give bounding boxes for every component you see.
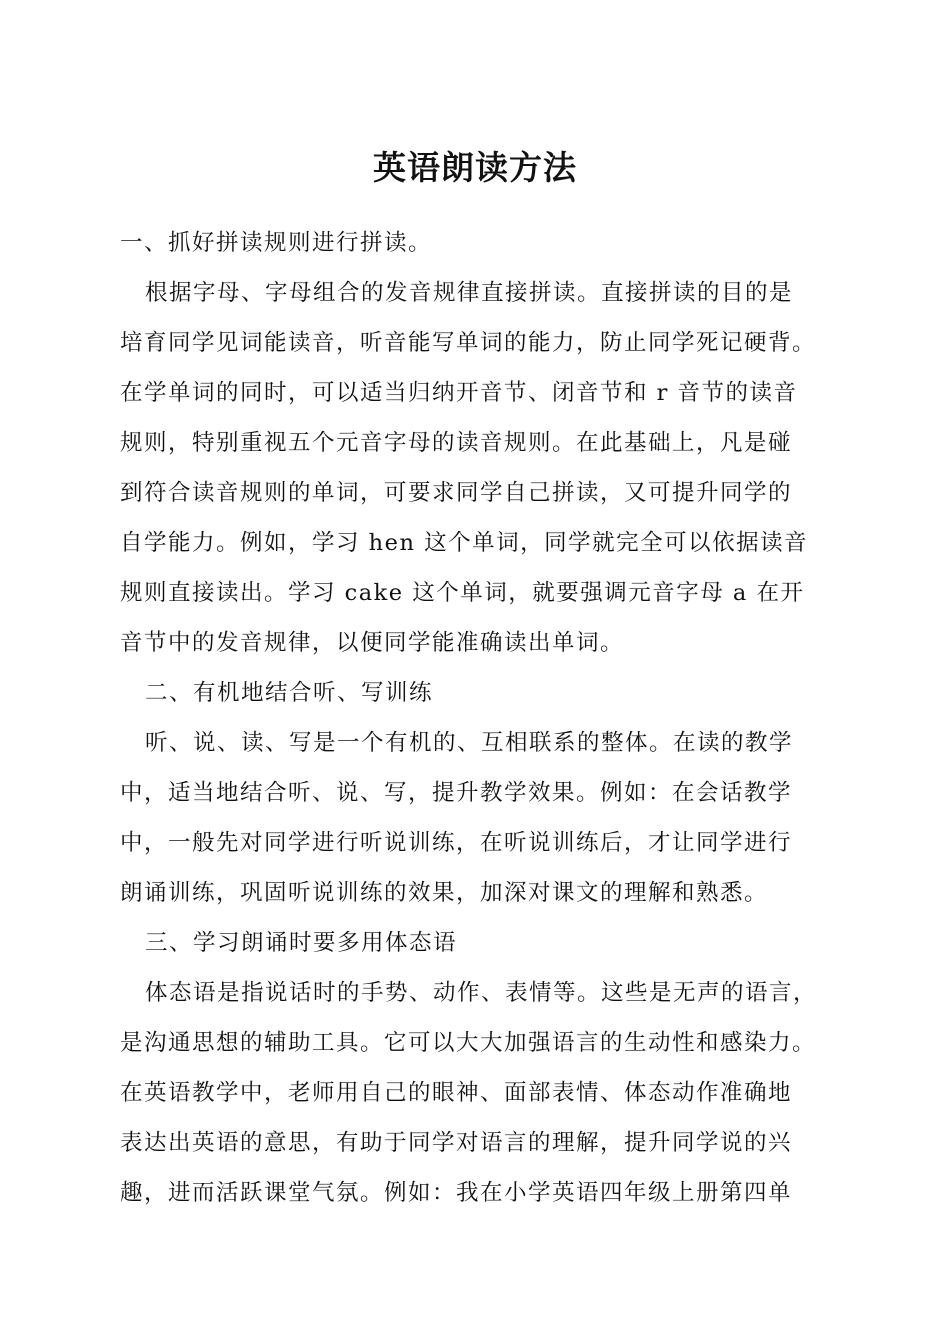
section-heading-2: 二、有机地结合听、写训练 <box>145 680 434 706</box>
paragraph-line: 听、说、读、写是一个有机的、互相联系的整体。在读的教学 <box>145 730 794 756</box>
paragraph-line: 体态语是指说话时的手势、动作、表情等。这些是无声的语言， <box>145 980 818 1006</box>
paragraph-line: 根据字母、字母组合的发音规律直接拼读。直接拼读的目的是 <box>145 280 794 306</box>
paragraph-line: 是沟通思想的辅助工具。它可以大大加强语言的生动性和感染力。 <box>120 1030 817 1056</box>
section-heading-1: 一、抓好拼读规则进行拼读。 <box>120 230 433 256</box>
document-body <box>120 218 850 1218</box>
paragraph-line: 到符合读音规则的单词，可要求同学自己拼读，又可提升同学的 <box>120 480 793 506</box>
paragraph-line: 中，适当地结合听、说、写，提升教学效果。例如：在会话教学 <box>120 780 793 806</box>
paragraph-line: 在英语教学中，老师用自己的眼神、面部表情、体态动作准确地 <box>120 1080 793 1106</box>
paragraph-line: 培育同学见词能读音，听音能写单词的能力，防止同学死记硬背。 <box>120 330 817 356</box>
paragraph-line: 朗诵训练，巩固听说训练的效果，加深对课文的理解和熟悉。 <box>120 880 769 906</box>
paragraph-line: 在学单词的同时，可以适当归纳开音节、闭音节和 r 音节的读音 <box>120 380 798 406</box>
paragraph-line: 表达出英语的意思，有助于同学对语言的理解，提升同学说的兴 <box>120 1130 793 1156</box>
paragraph-line: 规则，特别重视五个元音字母的读音规则。在此基础上，凡是碰 <box>120 430 793 456</box>
document-title: 英语朗读方法 <box>373 148 577 187</box>
section-heading-3: 三、学习朗诵时要多用体态语 <box>145 930 458 956</box>
paragraph-line: 规则直接读出。学习 cake 这个单词，就要强调元音字母 a 在开 <box>120 580 805 606</box>
paragraph-line: 音节中的发音规律，以便同学能准确读出单词。 <box>120 630 625 656</box>
paragraph-line: 趣，进而活跃课堂气氛。例如：我在小学英语四年级上册第四单 <box>120 1180 793 1206</box>
paragraph-line: 中，一般先对同学进行听说训练，在听说训练后，才让同学进行 <box>120 830 793 856</box>
paragraph-line: 自学能力。例如，学习 hen 这个单词，同学就完全可以依据读音 <box>120 530 809 556</box>
